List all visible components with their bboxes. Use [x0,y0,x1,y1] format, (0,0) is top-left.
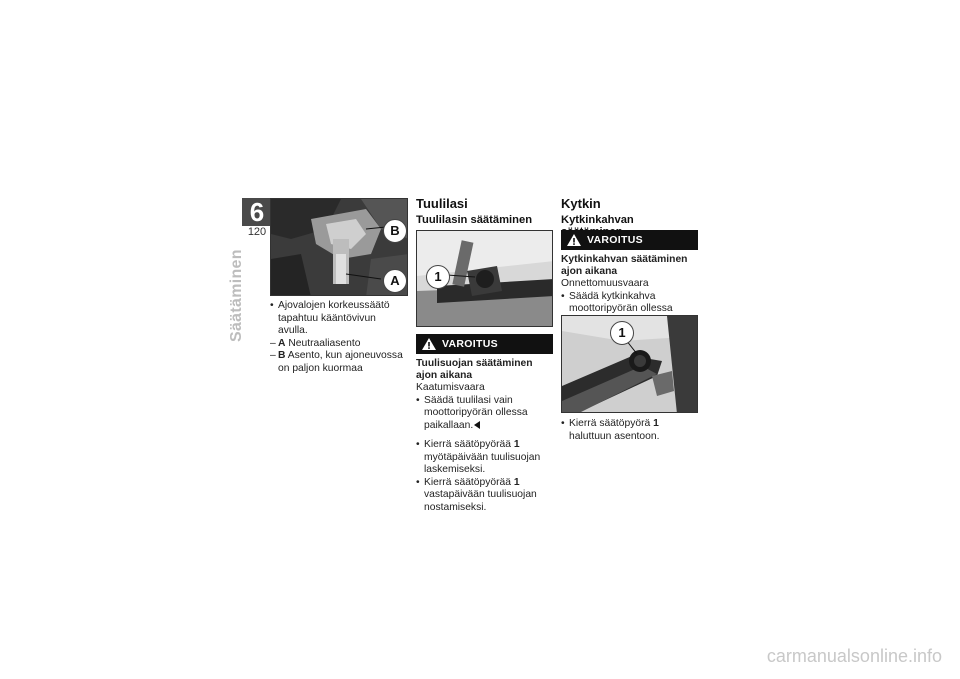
list-item: • Säädä kytkinkahva moottoripyörän ollessa [561,291,698,329]
end-of-message-icon [474,421,480,429]
warning-bar [416,334,553,354]
windscreen-adjuster-photo [416,230,553,327]
list-item: • Kierrä säätöpyörää 1 vastapäivään tuulisuojan nostamiseksi. [416,477,553,515]
list-item: • Kierrä säätöpyörä 1 haluttuun asentoon. [561,418,698,443]
warning-label: VAROITUS [442,338,498,350]
warning-risk: Onnettomuusvaara [561,278,649,289]
clutch-adjuster-photo [561,315,698,413]
col2-text [416,358,553,514]
headlight-adjuster-photo [270,198,408,296]
col1-text [270,300,408,375]
chapter-title: Säätäminen [228,249,245,342]
chapter-number: 6 [242,198,272,226]
callout-1: 1 [426,265,450,289]
warning-title: Kytkinkahvan säätäminen ajon aikana [561,254,688,277]
watermark: carmanualsonline.info [766,646,942,666]
callout-1: 1 [610,321,634,345]
list-item: • Säädä tuulilasi vain moottoripyörän ollessa paikallaan. [416,395,553,433]
callout-a: A [383,269,407,293]
list-item: • Kierrä säätöpyörää 1 myötäpäivään tuulisuojan laskemiseksi. [416,439,553,477]
list-item: • Ajovalojen korkeussäätö tapahtuu kääntövivun avulla. [270,300,408,338]
list-item: – B Asento, kun ajoneuvossa on paljon kuormaa [270,350,408,375]
section-subheading: Tuulilasin säätäminen [416,214,533,226]
section-heading: Tuulilasi [416,196,468,211]
warning-label: VAROITUS [587,234,643,246]
list-item: – A Neutraaliasento [270,338,408,351]
warning-title: Tuulisuojan säätäminen ajon aikana [416,358,533,381]
warning-bar [561,230,698,250]
section-heading: Kytkin [561,196,601,211]
callout-b: B [383,219,407,243]
warning-icon [567,234,581,246]
warning-icon [422,338,436,350]
page-number: 120 [247,226,267,238]
warning-risk: Kaatumisvaara [416,382,485,393]
section-subheading: Kytkinkahvan [561,214,634,226]
col3-step-text [561,418,698,443]
windscreen-section [416,196,553,226]
